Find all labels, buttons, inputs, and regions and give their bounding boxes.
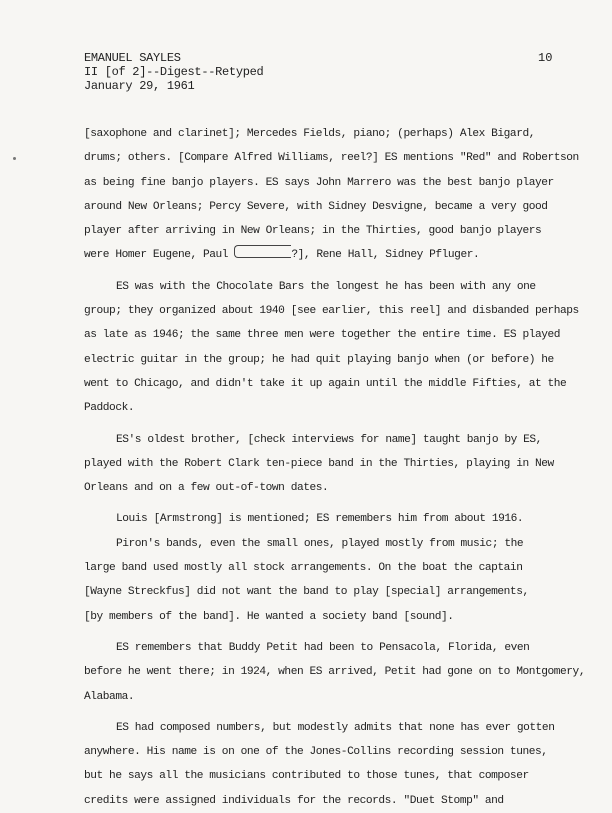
text-line: group; they organized about 1940 [see earlier, this reel] and disbanded perhaps — [84, 305, 579, 318]
text-line: as late as 1946; the same three men were together the entire time. ES played — [84, 329, 561, 342]
text-line: Orleans and on a few out-of-town dates. — [84, 482, 329, 495]
text-line-part: were Homer Eugene, Paul — [84, 249, 235, 262]
text-line: before he went there; in 1924, when ES arrived, Petit had gone on to Montgomery, — [84, 666, 586, 679]
text-line: ES remembers that Buddy Petit had been to Pensacola, Florida, even — [116, 641, 530, 654]
paragraph — [84, 532, 544, 629]
text-line: electric guitar in the group; he had quit playing banjo when (or before) he — [84, 353, 554, 366]
text-line: Alabama. — [84, 690, 135, 703]
text-line: player after arriving in New Orleans; in the Thirties, good banjo players — [84, 225, 542, 238]
text-line: Piron's bands, even the small ones, played mostly from music; the — [116, 537, 524, 550]
document-header — [84, 51, 263, 93]
text-line: as being fine banjo players. ES says John Marrero was the best banjo player — [84, 176, 554, 189]
header-reel: II [of 2]--Digest--Retyped — [84, 65, 264, 79]
stray-ink-mark — [13, 157, 16, 160]
text-line: drums; others. [Compare Alfred Williams, reel?] ES mentions "Red" and Robertson — [84, 152, 579, 165]
paragraph — [84, 428, 554, 501]
text-line: credits were assigned individuals for the records. "Duet Stomp" and — [84, 794, 504, 807]
text-line: [saxophone and clarinet]; Mercedes Fields, piano; (perhaps) Alex Bigard, — [84, 128, 535, 140]
text-line: anywhere. His name is on one of the Jones-Collins recording session tunes, — [84, 746, 548, 759]
header-date: January 29, 1961 — [84, 79, 195, 93]
document-body — [84, 122, 586, 813]
text-line: but he says all the musicians contributed to those tunes, that composer — [84, 770, 529, 783]
text-line: played with the Robert Clark ten-piece band in the Thirties, playing in New — [84, 457, 554, 470]
page-number: 10 — [538, 51, 553, 65]
paragraph — [84, 122, 579, 268]
paragraph — [84, 507, 544, 531]
text-line: large band used mostly all stock arrangements. On the boat the captain — [84, 562, 523, 575]
text-line: Paddock. — [84, 402, 135, 415]
text-line: ES was with the Chocolate Bars the longest he has been with any one — [116, 280, 536, 293]
paragraph — [84, 716, 555, 813]
text-line: ES's oldest brother, [check interviews for name] taught banjo by ES, — [116, 433, 542, 446]
text-line — [84, 243, 544, 267]
text-line: ES had composed numbers, but modestly admits that none has ever gotten — [116, 721, 555, 734]
handwritten-blank-bracket — [234, 245, 291, 258]
text-line: around New Orleans; Percy Severe, with Sidney Desvigne, became a very good — [84, 200, 548, 213]
text-line: [Wayne Streckfus] did not want the band to play [special] arrangements, — [84, 586, 529, 599]
text-line: went to Chicago, and didn't take it up again until the middle Fifties, at the — [84, 377, 567, 390]
text-line: [by members of the band]. He wanted a society band [sound]. — [84, 610, 454, 623]
text-line-part: ?], Rene Hall, Sidney Pfluger. — [291, 249, 480, 262]
text-line: Louis [Armstrong] is mentioned; ES remembers him from about 1916. — [116, 513, 524, 526]
header-name: EMANUEL SAYLES — [84, 51, 181, 65]
paragraph — [84, 636, 586, 709]
paragraph — [84, 275, 579, 421]
